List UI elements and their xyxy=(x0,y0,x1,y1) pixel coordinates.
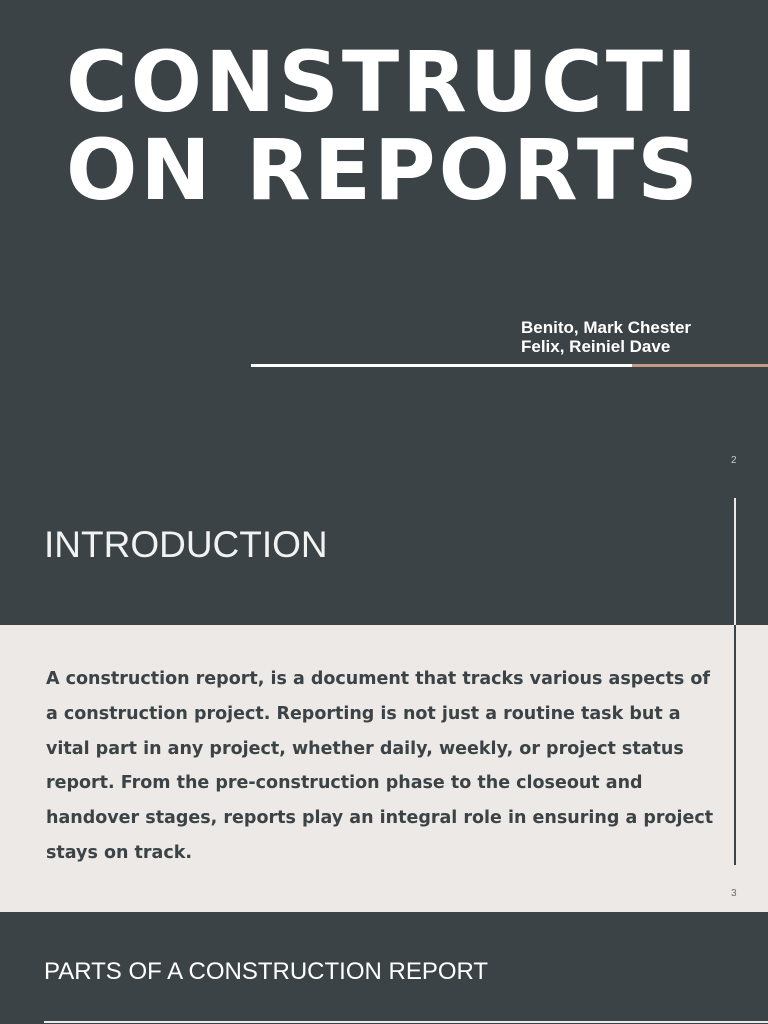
title-divider xyxy=(251,364,632,367)
page-number: 2 xyxy=(731,455,737,466)
heading-divider xyxy=(44,1021,768,1023)
vertical-divider xyxy=(734,498,736,625)
title-divider-accent xyxy=(632,364,768,367)
vertical-divider xyxy=(734,625,736,865)
title-slide xyxy=(0,0,768,432)
author-name: Felix, Reiniel Dave xyxy=(521,337,671,356)
introduction-heading: INTRODUCTION xyxy=(44,524,328,565)
author-list xyxy=(521,318,691,356)
parts-slide xyxy=(0,912,768,1024)
introduction-body-text: A construction report, is a document that tracks various aspects of a construction project. Reporting is not just a routine task but a vital part in any project, whether daily, weekly, or project status report. From the pre-construction phase to the closeout and handover stages, reports play an integral role in ensuring a project stays on track. xyxy=(46,669,714,863)
document-title: CONSTRUCTION REPORTS xyxy=(66,33,701,219)
author-name: Benito, Mark Chester xyxy=(521,318,692,337)
page-number: 3 xyxy=(731,888,737,899)
introduction-slide xyxy=(0,432,768,912)
parts-heading: PARTS OF A CONSTRUCTION REPORT xyxy=(44,958,489,985)
